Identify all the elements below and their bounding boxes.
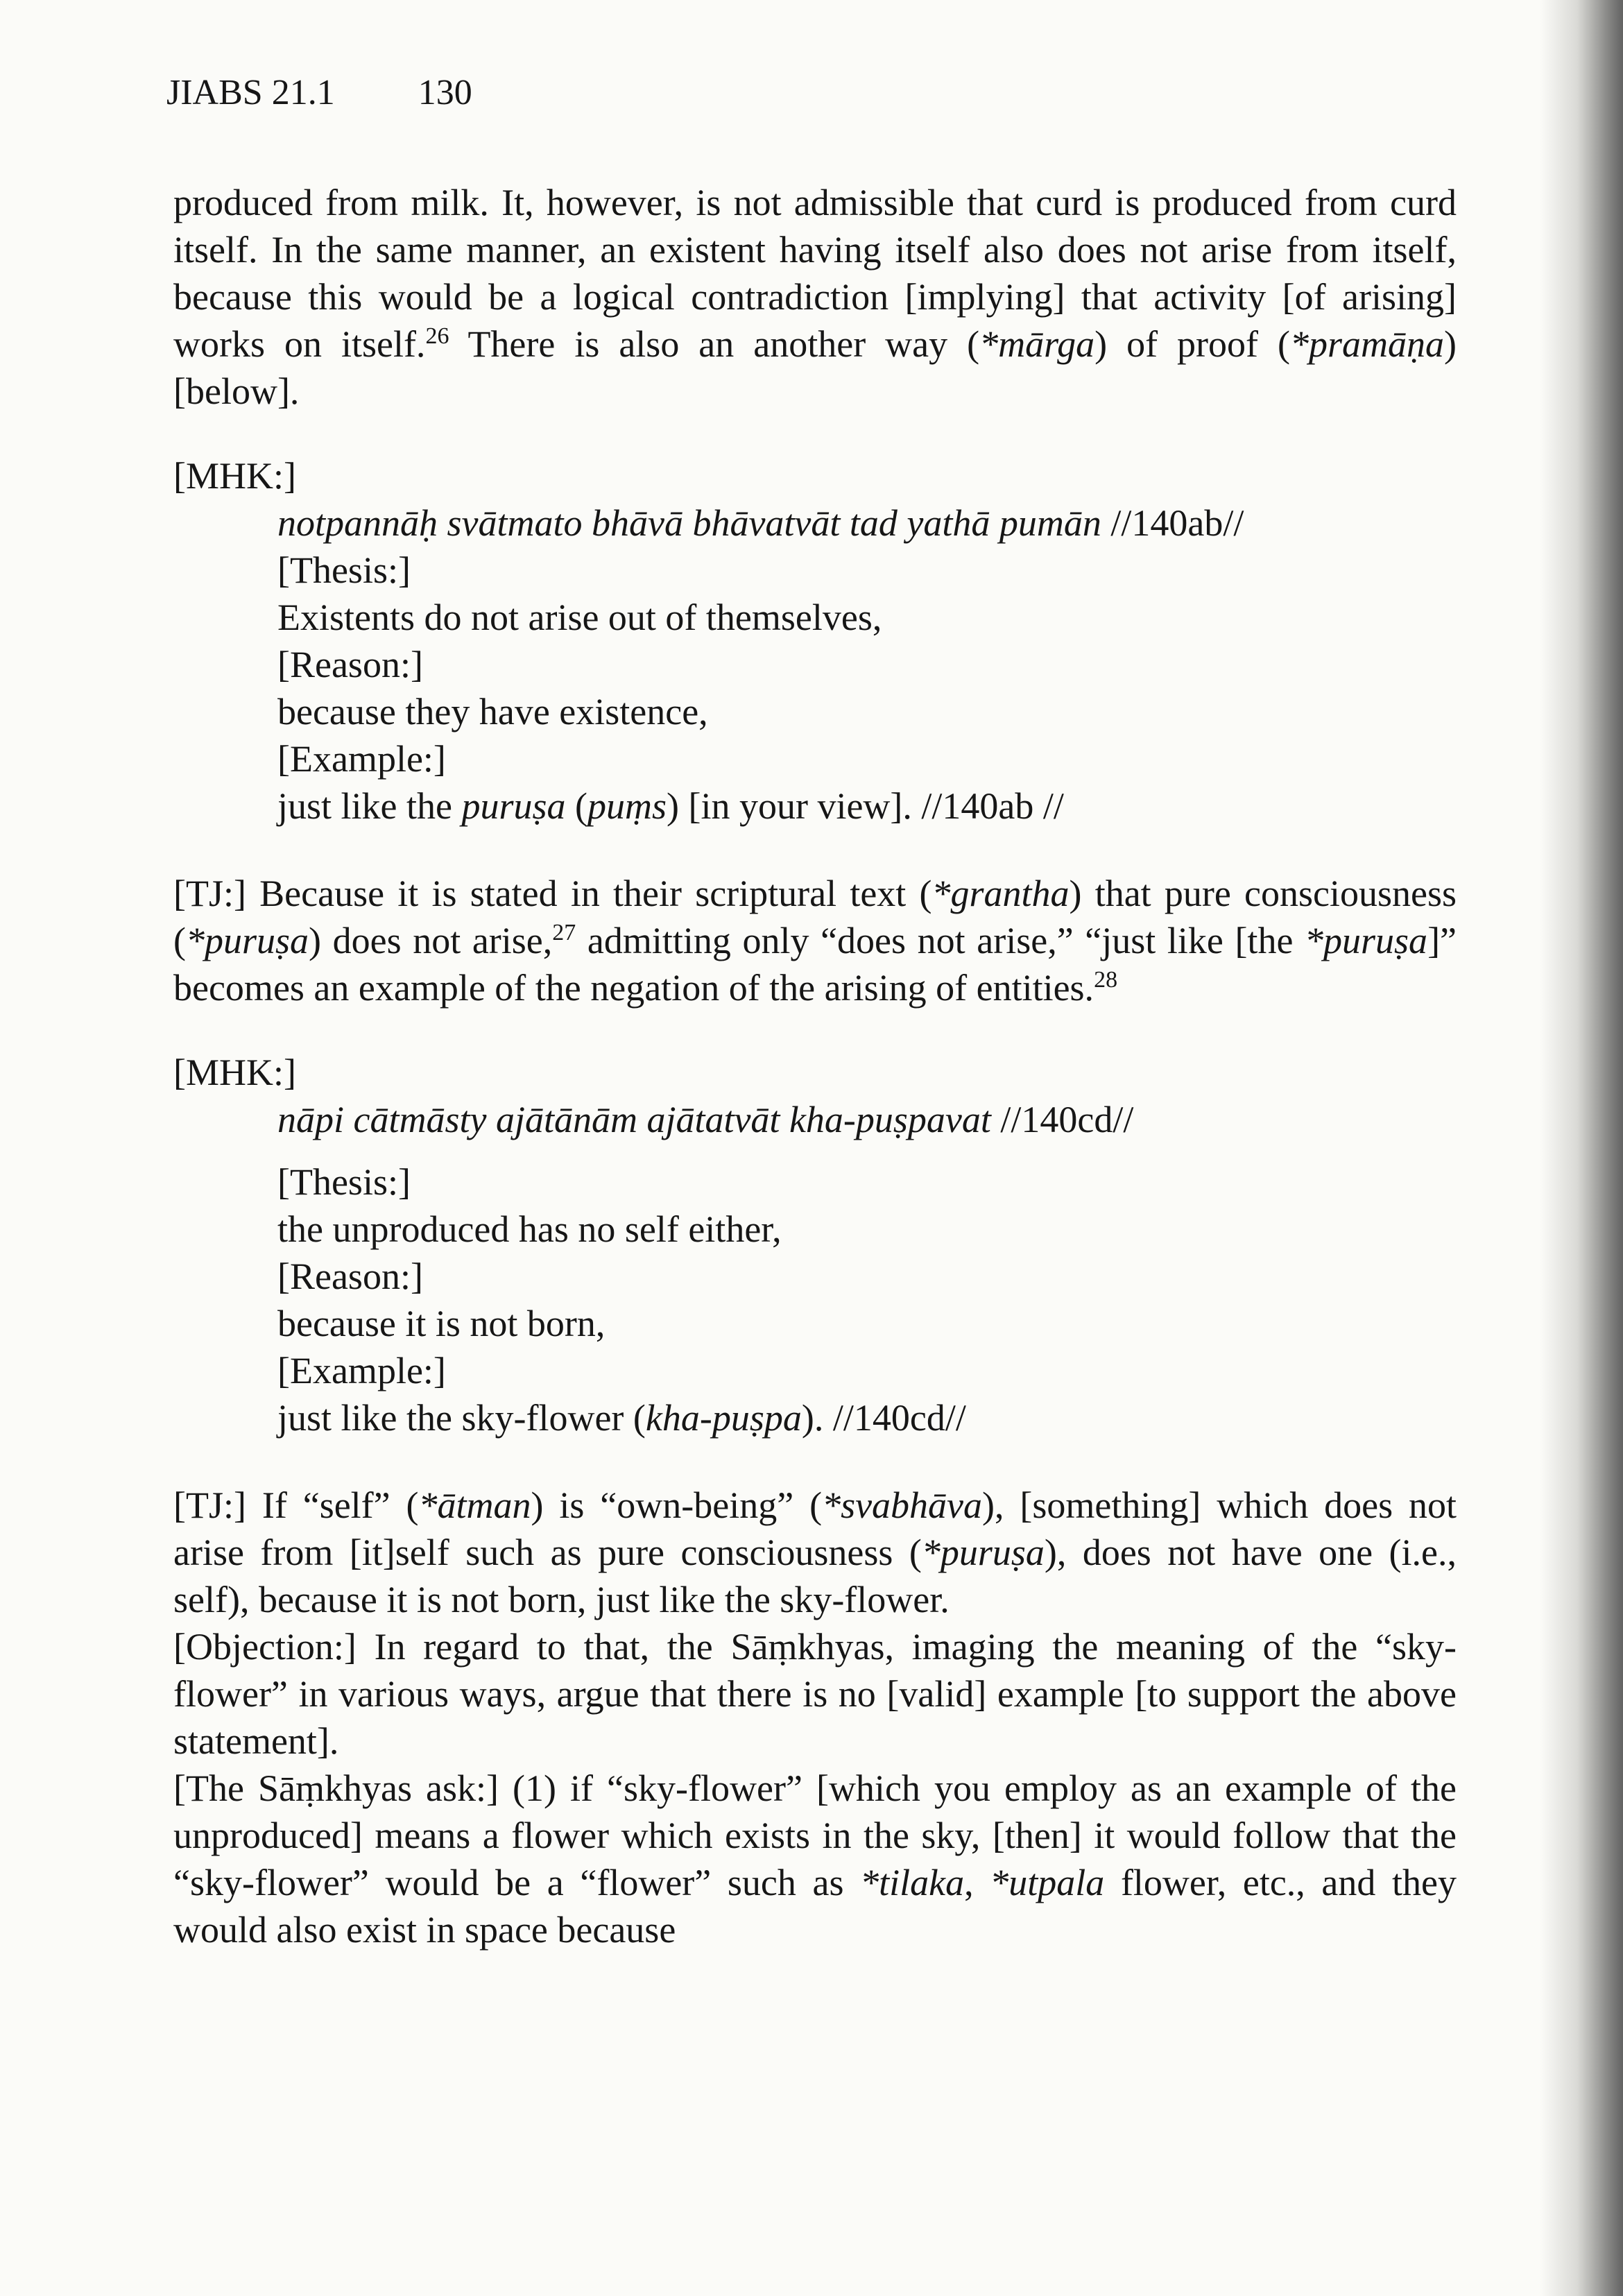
tj-paragraph-self: [TJ:] If “self” (*ātman) is “own-being” (*svabhāva), [something] which does not arise from [it]self such as pure consciousness (*puruṣa), does not have one (i.e., self), because it is not born, just like the sky-flower. xyxy=(173,1484,1457,1620)
mhk-label: [MHK:] xyxy=(173,1052,296,1093)
reason-label: [Reason:] xyxy=(277,1256,423,1297)
document-page xyxy=(166,69,1457,1953)
example-label: [Example:] xyxy=(277,738,446,780)
footnote-ref-27: 27 xyxy=(552,920,576,945)
scan-gutter-shadow xyxy=(1540,0,1623,2296)
mhk-block-140ab xyxy=(173,452,1457,830)
thesis-text: Existents do not arise out of themselves, xyxy=(277,597,882,638)
reason-text: because it is not born, xyxy=(277,1303,606,1344)
journal-title: JIABS 21.1 xyxy=(166,73,335,112)
reason-text: because they have existence, xyxy=(277,691,708,733)
thesis-text: the unproduced has no self either, xyxy=(277,1208,782,1250)
mhk-block-140cd xyxy=(173,1049,1457,1441)
sanskrit-verse-140ab: notpannāḥ svātmato bhāvā bhāvatvāt tad yathā pumān //140ab// xyxy=(277,502,1244,544)
sanskrit-verse-140cd: nāpi cātmāsty ajātānām ajātatvāt kha-puṣpavat //140cd// xyxy=(277,1099,1134,1140)
running-header xyxy=(166,69,1457,117)
thesis-label: [Thesis:] xyxy=(277,1161,411,1203)
tj-paragraph-purusa: [TJ:] Because it is stated in their scriptural text (*grantha) that pure consciousness (*puruṣa) does not arise,$^{27}$ admitting only “does not arise,” “just like [the *puruṣa]” becomes an example of the negation of the arising of entities.$^{28}$ xyxy=(173,873,1457,1009)
example-label: [Example:] xyxy=(277,1350,446,1391)
reason-label: [Reason:] xyxy=(277,644,423,685)
example-text: just like the puruṣa (puṃs) [in your view]. //140ab // xyxy=(277,785,1064,827)
page-number: 130 xyxy=(418,73,472,112)
example-text: just like the sky-flower (kha-puṣpa). //140cd// xyxy=(277,1397,966,1439)
samkhya-paragraph: [The Sāṃkhyas ask:] (1) if “sky-flower” [which you employ as an example of the unproduced] means a flower which exists in the sky, [then] it would follow that the “sky-flower” would be a “flower” such as *tilaka, *utpala flower, etc., and they would also exist in space because xyxy=(173,1767,1457,1951)
objection-paragraph: [Objection:] In regard to that, the Sāṃkhyas, imaging the meaning of the “sky-flower” in various ways, argue that there is no [valid] example [to support the above statement]. xyxy=(173,1626,1457,1762)
mhk-label: [MHK:] xyxy=(173,455,296,497)
footnote-ref-26: 26 xyxy=(425,323,449,349)
thesis-label: [Thesis:] xyxy=(277,549,411,591)
paragraph-curd: produced from milk. It, however, is not admissible that curd is produced from curd itself. In the same manner, an existent having itself also does not arise from itself, because this would be a logical contradiction [implying] that activity [of arising] works on itself.$^{26}$ There is also an another way (*mārga) of proof (*pramāṇa) [below]. xyxy=(173,182,1457,412)
footnote-ref-28: 28 xyxy=(1094,967,1118,993)
